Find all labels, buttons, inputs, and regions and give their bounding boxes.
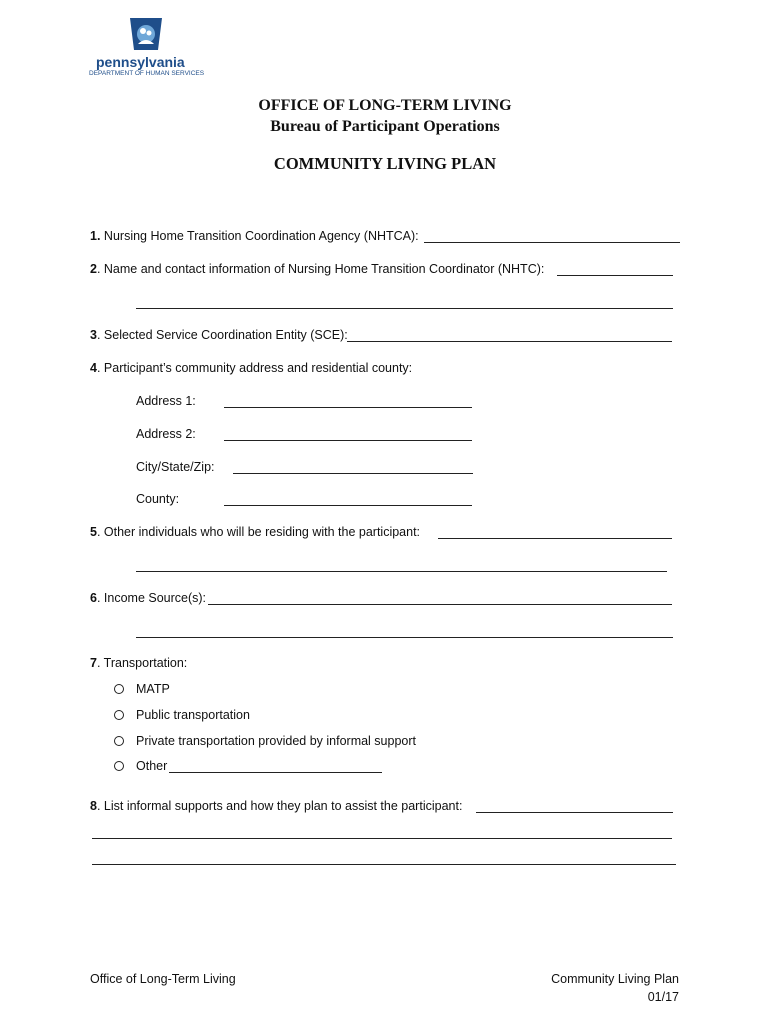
item-6-label: . Income Source(s):: [96, 591, 207, 605]
item-8: [90, 799, 462, 813]
item-1-label: Nursing Home Transition Coordination Agency (NHTCA):: [103, 229, 419, 243]
logo: [88, 14, 203, 80]
nhtc-field[interactable]: [557, 263, 673, 276]
other-transportation-label: Other: [136, 759, 168, 773]
item-2: [90, 262, 544, 276]
item-7-number: 7: [90, 656, 97, 670]
matp-radio[interactable]: [114, 684, 124, 694]
item-4-number: 4: [90, 361, 97, 375]
informal-supports-field[interactable]: [476, 800, 673, 813]
other-transportation-radio[interactable]: [114, 761, 124, 771]
footer-form-date: 01/17: [647, 990, 679, 1004]
income-field-continued[interactable]: [136, 625, 673, 638]
county-field[interactable]: [224, 493, 472, 506]
public-transportation-radio[interactable]: [114, 710, 124, 720]
item-7: [90, 656, 187, 670]
item-4-label: . Participant’s community address and residential county:: [96, 361, 413, 375]
private-transportation-radio[interactable]: [114, 736, 124, 746]
item-3: [90, 328, 348, 342]
residents-field[interactable]: [438, 526, 672, 539]
plan-title: COMMUNITY LIVING PLAN: [273, 154, 497, 173]
public-transportation-label: Public transportation: [136, 708, 250, 722]
item-5-label: . Other individuals who will be residing with the participant:: [96, 525, 421, 539]
address2-label: Address 2:: [136, 427, 196, 441]
county-label: County:: [136, 492, 180, 506]
other-transportation-field[interactable]: [169, 760, 382, 773]
item-8-label: . List informal supports and how they plan to assist the participant:: [96, 799, 463, 813]
footer-form-name: Community Living Plan: [551, 972, 679, 986]
private-transportation-label: Private transportation provided by informal support: [136, 734, 417, 748]
city-state-zip-label: City/State/Zip:: [136, 460, 215, 474]
income-field[interactable]: [208, 592, 672, 605]
item-6-number: 6: [90, 591, 97, 605]
nhtc-field-continued[interactable]: [136, 296, 673, 309]
sce-field[interactable]: [347, 329, 672, 342]
informal-supports-field-line-2[interactable]: [92, 826, 672, 839]
logo-name: pennsylvania: [96, 54, 185, 70]
item-5-number: 5: [90, 525, 97, 539]
item-8-number: 8: [90, 799, 97, 813]
item-1-number: 1.: [90, 229, 101, 243]
keystone-logo-icon: [126, 14, 166, 54]
address1-label: Address 1:: [136, 394, 196, 408]
informal-supports-field-line-3[interactable]: [92, 852, 676, 865]
item-3-number: 3: [90, 328, 97, 342]
nhtca-field[interactable]: [424, 230, 680, 243]
bureau-heading: Bureau of Participant Operations: [270, 118, 500, 135]
address2-field[interactable]: [224, 428, 472, 441]
office-heading: OFFICE OF LONG-TERM LIVING: [258, 97, 512, 114]
matp-label: MATP: [136, 682, 170, 696]
item-3-label: . Selected Service Coordination Entity (SCE):: [96, 328, 348, 342]
city-state-zip-field[interactable]: [233, 461, 473, 474]
item-1: [90, 229, 419, 243]
logo-department: DEPARTMENT OF HUMAN SERVICES: [89, 70, 205, 77]
item-4: [90, 361, 412, 375]
item-2-label: . Name and contact information of Nursing Home Transition Coordinator (NHTC):: [96, 262, 545, 276]
footer-left: Office of Long-Term Living: [90, 972, 236, 986]
item-2-number: 2: [90, 262, 97, 276]
item-6: [90, 591, 206, 605]
residents-field-continued[interactable]: [136, 559, 667, 572]
item-7-label: . Transportation:: [96, 656, 188, 670]
item-5: [90, 525, 420, 539]
address1-field[interactable]: [224, 395, 472, 408]
